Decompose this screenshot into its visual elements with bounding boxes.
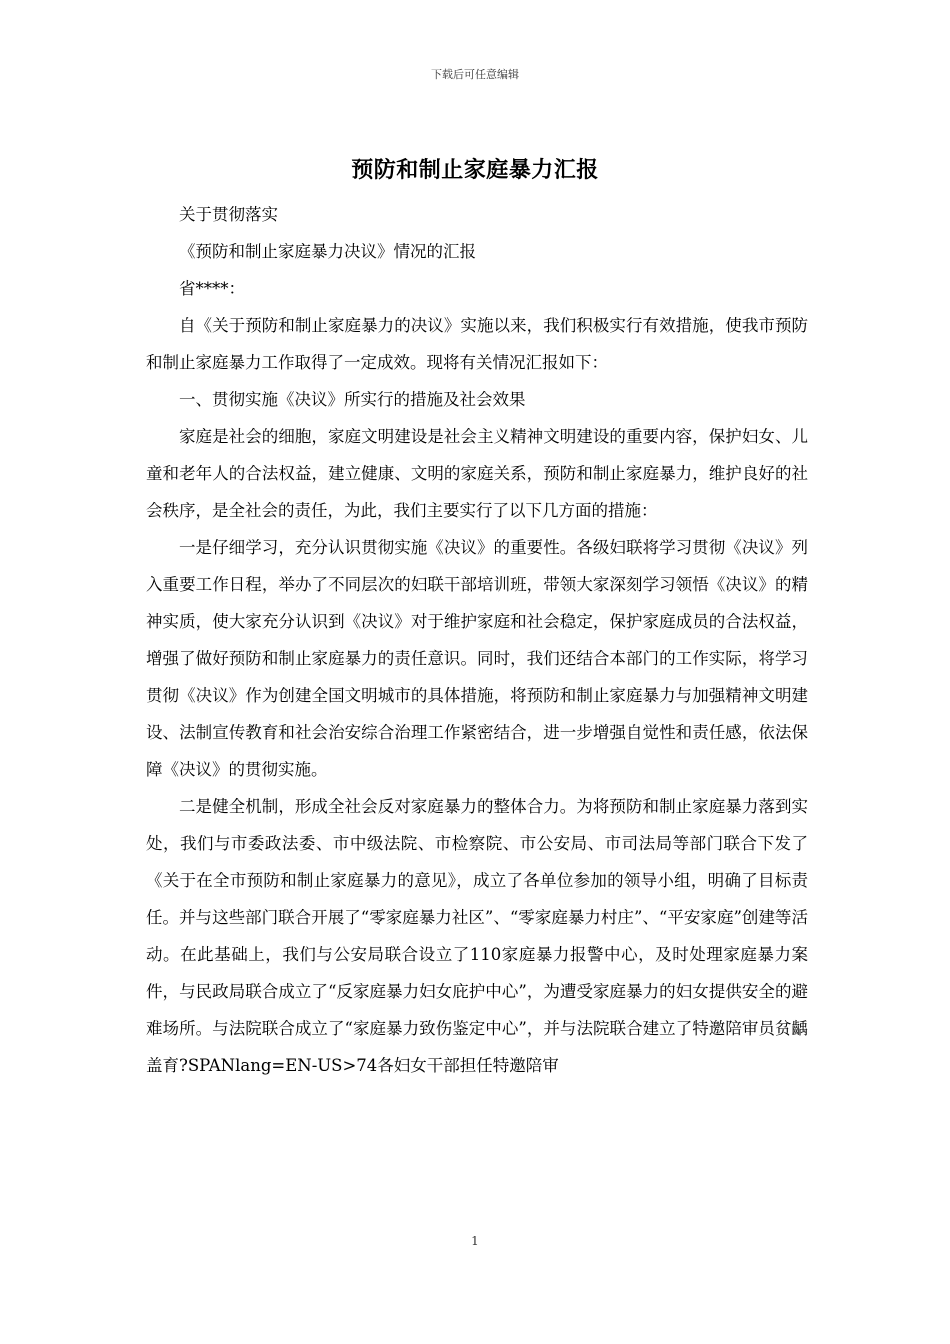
page-number: 1 (471, 1234, 479, 1248)
section-heading-1: 一、贯彻实施《决议》所实行的措施及社会效果 (179, 390, 526, 409)
paragraph-intro: 自《关于预防和制止家庭暴力的决议》实施以来，我们积极实行有效措施，使我市预防和制止家庭暴力工作取得了一定成效。现将有关情况汇报如下： (146, 316, 808, 372)
paragraph-salutation: 省****： (179, 279, 245, 298)
paragraph-subtitle-1: 关于贯彻落实 (179, 205, 278, 224)
page-header: 下载后可任意编辑 (431, 68, 519, 81)
document-body (146, 196, 825, 1084)
paragraph-family: 家庭是社会的细胞，家庭文明建设是社会主义精神文明建设的重要内容，保护妇女、儿童和老年人的合法权益，建立健康、文明的家庭关系，预防和制止家庭暴力，维护良好的社会秩序，是全社会的责任，为此，我们主要实行了以下几方面的措施： (146, 427, 808, 520)
paragraph-measure-1: 一是仔细学习，充分认识贯彻实施《决议》的重要性。各级妇联将学习贯彻《决议》列入重要工作日程，举办了不同层次的妇联干部培训班，带领大家深刻学习领悟《决议》的精神实质，使大家充分认识到《决议》对于维护家庭和社会稳定，保护家庭成员的合法权益，增强了做好预防和制止家庭暴力的责任意识。同时，我们还结合本部门的工作实际，将学习贯彻《决议》作为创建全国文明城市的具体措施，将预防和制止家庭暴力与加强精神文明建设、法制宣传教育和社会治安综合治理工作紧密结合，进一步增强自觉性和责任感，依法保障《决议》的贯彻实施。 (146, 538, 808, 779)
paragraph-subtitle-2: 《预防和制止家庭暴力决议》情况的汇报 (179, 242, 476, 261)
paragraph-measure-2: 二是健全机制，形成全社会反对家庭暴力的整体合力。为将预防和制止家庭暴力落到实处，我们与市委政法委、市中级法院、市检察院、市公安局、市司法局等部门联合下发了《关于在全市预防和制止家庭暴力的意见》，成立了各单位参加的领导小组，明确了目标责任。并与这些部门联合开展了“零家庭暴力社区”、“零家庭暴力村庄”、“平安家庭”创建等活动。在此基础上，我们与公安局联合设立了110家庭暴力报警中心，及时处理家庭暴力案件，与民政局联合成立了“反家庭暴力妇女庇护中心”，为遭受家庭暴力的妇女提供安全的避难场所。与法院联合成立了“家庭暴力致伤鉴定中心”，并与法院联合建立了特邀陪审员贫齲 盖育?SPANlang=EN-US>74各妇女干部担任特邀陪审 (146, 797, 825, 1075)
document-title: 预防和制止家庭暴力汇报 (351, 157, 599, 183)
